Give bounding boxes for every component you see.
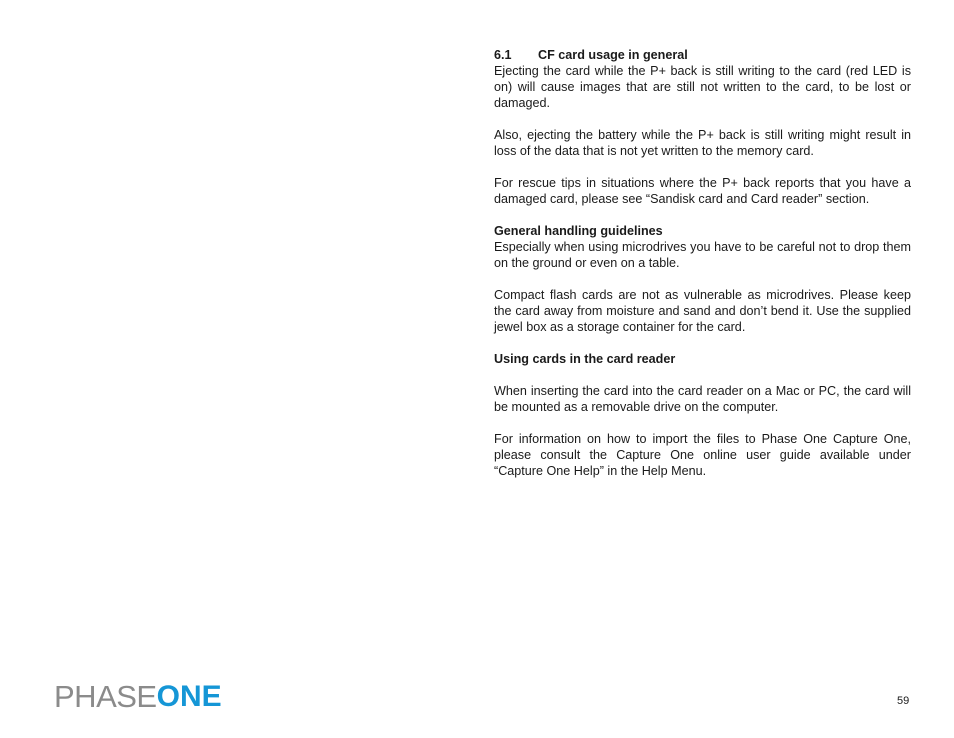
paragraph: Ejecting the card while the P+ back is still writing to the card (red LED is on) will cause images that are still not written to the card, to be lost or damaged.	[494, 64, 911, 110]
text-column	[494, 47, 911, 495]
section-number: 6.1	[494, 48, 512, 62]
paragraph: Compact flash cards are not as vulnerable as microdrives. Please keep the card away from moisture and sand and don’t bend it. Use the supplied jewel box as a storage container for the card.	[494, 288, 911, 334]
reader-heading: Using cards in the card reader	[494, 352, 676, 366]
paragraph: Especially when using microdrives you have to be careful not to drop them on the ground or even on a table.	[494, 240, 911, 270]
paragraph: For information on how to import the files to Phase One Capture One, please consult the Capture One online user guide available under “Capture One Help” in the Help Menu.	[494, 432, 911, 478]
logo-one: ONE	[156, 680, 222, 713]
paragraph: When inserting the card into the card reader on a Mac or PC, the card will be mounted as a removable drive on the computer.	[494, 384, 911, 414]
logo-phase: PHASE	[54, 679, 157, 714]
section-title: CF card usage in general	[538, 48, 688, 62]
paragraph: Also, ejecting the battery while the P+ back is still writing might result in loss of the data that is not yet written to the memory card.	[494, 128, 911, 158]
phase-one-logo	[54, 678, 222, 712]
paragraph: For rescue tips in situations where the P+ back reports that you have a damaged card, please see “Sandisk card and Card reader” section.	[494, 176, 911, 206]
section-heading	[494, 47, 911, 63]
handling-heading: General handling guidelines	[494, 224, 663, 238]
page-number: 59	[897, 695, 910, 707]
